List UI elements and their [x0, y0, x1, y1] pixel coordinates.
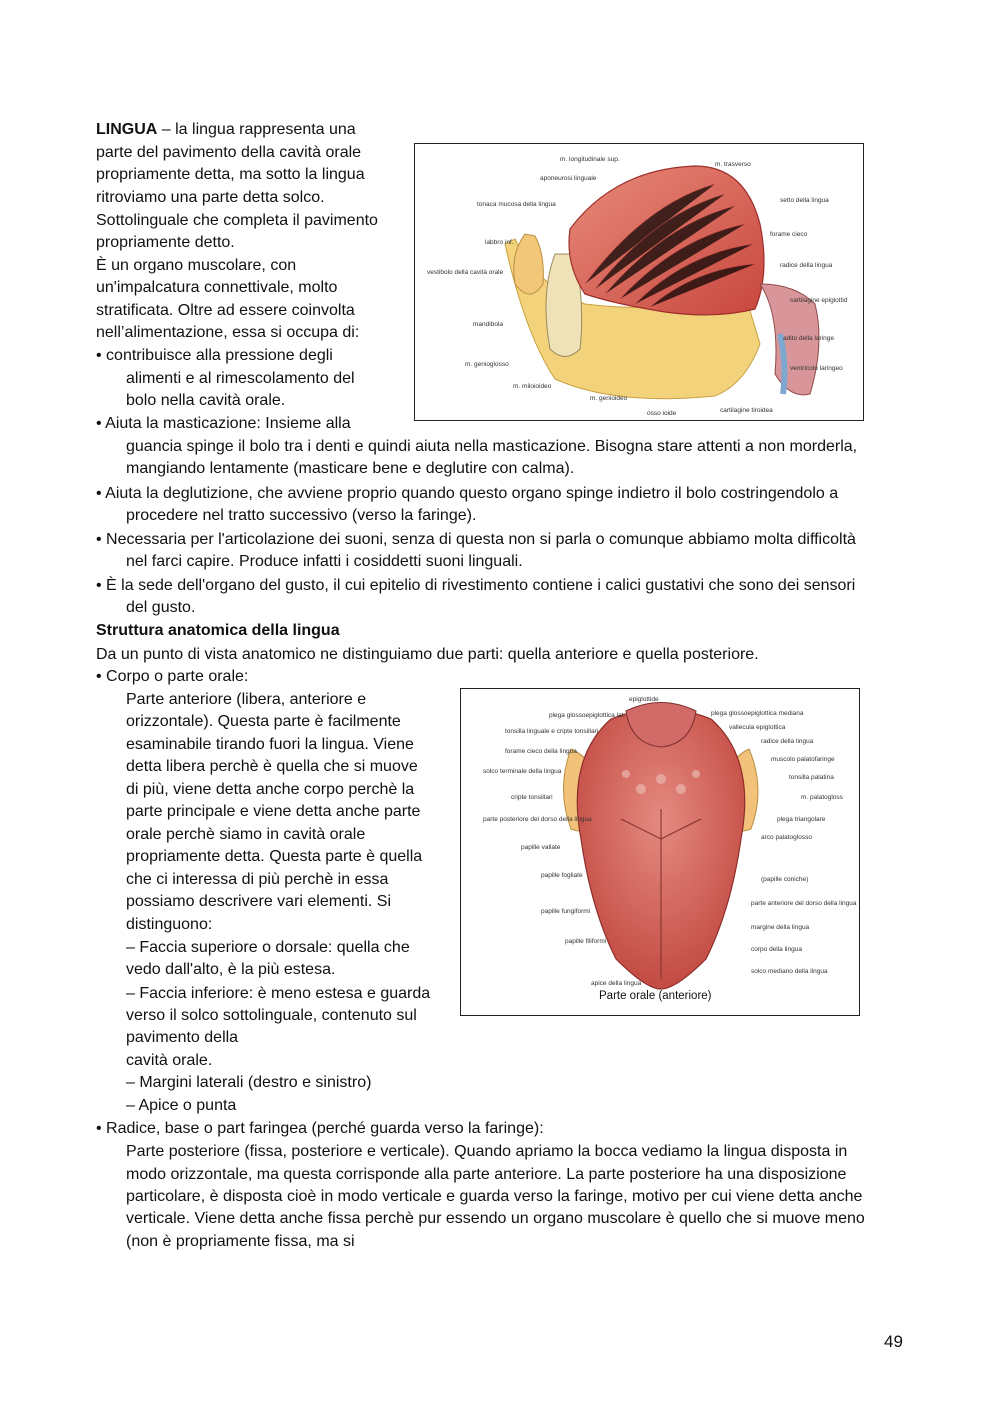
corpo-line-2: orizzontale). Questa parte è facilmente — [126, 713, 401, 730]
structure-intro: Da un punto di vista anatomico ne distinguiamo due parti: quella anteriore e quella posteriore. — [96, 646, 759, 663]
label-plega-mediana: plega glossoepiglottica mediana — [711, 710, 804, 717]
corpo-line-5: di più, viene detta anche corpo perchè la — [126, 781, 415, 798]
label-palatofaringe: muscolo palatofaringe — [771, 756, 835, 763]
label-osso-ioide: osso ioide — [647, 410, 677, 417]
corpo-line-12: – Faccia superiore o dorsale: quella che — [126, 939, 410, 956]
corpo-line-16: pavimento della — [126, 1029, 239, 1046]
corpo-line-11: distinguono: — [126, 916, 213, 933]
label-tonsilla-linguale: tonsilla linguale e cripte tonsillari — [505, 728, 599, 735]
corpo-line-19: – Apice o punta — [126, 1097, 237, 1114]
radice-line-5: (non è propriamente fissa, ma si — [126, 1233, 355, 1250]
radice-line-1: Parte posteriore (fissa, posteriore e verticale). Quando apriamo la bocca vediamo la lingua disposta in — [126, 1143, 848, 1160]
tongue-sagittal-figure — [414, 143, 864, 421]
label-fogliate: papille fogliate — [541, 872, 583, 879]
section-title-lingua: LINGUA — [96, 121, 158, 138]
label-cripte: cripte tonsillari — [511, 794, 553, 801]
label-solco-terminale: solco terminale della lingua — [483, 768, 562, 775]
label-margine: margine della lingua — [751, 924, 810, 931]
label-genioglosso: m. genioglosso — [465, 361, 509, 368]
label-labbro: labbro inf. — [485, 239, 514, 246]
corpo-line-15: verso il solco sottolinguale, contenuto sul — [126, 1007, 417, 1024]
intro-line-1: LINGUA – la lingua rappresenta una — [96, 121, 356, 138]
label-tiroidea: cartilagine tiroidea — [720, 407, 773, 414]
corpo-line-13: vedo dall'alto, è la più estesa. — [126, 961, 336, 978]
bullet-2-cont-1: guancia spinge il bolo tra i denti e quindi aiuta nella masticazione. Bisogna stare attenti a non morderla, — [126, 438, 858, 455]
bullet-5-cont: del gusto. — [126, 599, 196, 616]
label-vallate: papille vallate — [521, 844, 561, 851]
label-vallecula: vallecula epiglottica — [729, 724, 786, 731]
label-tonaca-mucosa: tonaca mucosa della lingua — [477, 201, 556, 208]
label-tonsilla-palatina: tonsilla palatina — [789, 774, 834, 781]
tongue-dorsal-illustration — [461, 689, 859, 994]
intro-line-9: stratificata. Oltre ad essere coinvolta — [96, 302, 355, 319]
corpo-line-9: che ci interessa di più perchè in essa — [126, 871, 389, 888]
label-genioideo: m. genioideo — [590, 395, 628, 402]
label-mandibola: mandibola — [473, 321, 503, 328]
bullet-5: • È la sede dell'organo del gusto, il cui epitelio di rivestimento contiene i calici gustativi che sono dei sensori — [96, 575, 855, 597]
label-filiformi: papille filiformi — [565, 938, 607, 945]
intro-line-3: propriamente detta, ma sotto la lingua — [96, 166, 365, 183]
bullet-2-cont-2: mangiando lentamente (masticare bene e deglutire con calma). — [126, 460, 575, 477]
label-coniche: (papille coniche) — [761, 876, 809, 883]
label-solco-mediano: solco mediano della lingua — [751, 968, 828, 975]
intro-line-2: parte del pavimento della cavità orale — [96, 144, 362, 161]
bullet-4-cont: nel farci capire. Produce infatti i cosiddetti suoni linguali. — [126, 553, 523, 570]
structure-heading: Struttura anatomica della lingua — [96, 622, 340, 639]
intro-line-6: propriamente detto. — [96, 234, 235, 251]
radice-line-2: modo orizzontale, ma questa corrisponde alla parte anteriore. La parte posteriore ha una disposizione — [126, 1166, 847, 1183]
label-radice: radice della lingua — [780, 262, 833, 269]
label-ventricolo: ventricolo laringeo — [790, 365, 843, 372]
corpo-line-18: – Margini laterali (destro e sinistro) — [126, 1074, 372, 1091]
bullet-3-cont: procedere nel tratto successivo (verso la faringe). — [126, 507, 477, 524]
label-arco: arco palatoglosso — [761, 834, 812, 841]
label-adito: adito della laringe — [783, 335, 834, 342]
radice-line-3: particolare, è disposta cioè in modo verticale e guarda verso la faringe, motivo per cui viene detta anche — [126, 1188, 863, 1205]
corpo-line-3: esaminabile tirando fuori la lingua. Viene — [126, 736, 414, 753]
bullet-1-cont-2: bolo nella cavità orale. — [126, 392, 286, 409]
label-radice-2: radice della lingua — [761, 738, 814, 745]
label-palatogloss: m. palatogloss — [801, 794, 843, 801]
label-fungiformi: papille fungiformi — [541, 908, 591, 915]
label-corpo: corpo della lingua — [751, 946, 802, 953]
label-aponeurosi: aponeurosi linguale — [540, 175, 597, 182]
label-trasverso: m. trasverso — [715, 161, 751, 168]
intro-line-8: un'impalcatura connettivale, molto — [96, 279, 338, 296]
tongue-sagittal-illustration — [415, 144, 863, 420]
corpo-line-10: possiamo descrivere vari elementi. Si — [126, 893, 391, 910]
bullet-3: • Aiuta la deglutizione, che avviene proprio quando questo organo spinge indietro il bolo costringendolo a — [96, 483, 838, 505]
bullet-2: • Aiuta la masticazione: Insieme alla — [96, 413, 351, 435]
label-vestibolo: vestibolo della cavità orale — [427, 269, 504, 276]
page-number: 49 — [884, 1332, 903, 1351]
intro-line-10: nell’alimentazione, essa si occupa di: — [96, 324, 360, 341]
intro-line-7: È un organo muscolare, con — [96, 257, 297, 274]
radice-title: • Radice, base o part faringea (perché guarda verso la faringe): — [96, 1118, 544, 1140]
label-forame-cieco-2: forame cieco della lingua — [505, 748, 577, 755]
corpo-line-4: detta libera perchè è quella che si muove — [126, 758, 418, 775]
corpo-line-17: cavità orale. — [126, 1052, 213, 1069]
label-plega-triangolare: plega triangolare — [777, 816, 826, 823]
bullet-1: • contribuisce alla pressione degli — [96, 345, 333, 367]
corpo-line-1: Parte anteriore (libera, anteriore e — [126, 691, 367, 708]
bullet-4: • Necessaria per l'articolazione dei suoni, senza di questa non si parla o comunque abbiamo molta difficoltà — [96, 529, 856, 551]
radice-line-4: verticale. Viene detta anche fissa perchè pur essendo un organo muscolare è quello che si muove meno — [126, 1210, 865, 1227]
figure-caption: Parte orale (anteriore) — [599, 990, 712, 1002]
tongue-dorsal-figure — [460, 688, 860, 1016]
label-longitudinal-sup: m. longitudinale sup. — [560, 156, 620, 163]
label-epiglottide: cartilagine epiglottid — [790, 297, 848, 304]
label-setto: setto della lingua — [780, 197, 829, 204]
label-apice: apice della lingua — [591, 980, 642, 987]
corpo-line-6: parte principale e viene detta anche parte — [126, 803, 421, 820]
corpo-line-8: propriamente detta. Questa parte è quella — [126, 848, 423, 865]
corpo-line-7: orale perchè siamo in cavità orale — [126, 826, 366, 843]
label-parte-anteriore: parte anteriore del dorso della lingua — [751, 900, 857, 907]
label-miloioideo: m. miloioideo — [513, 383, 552, 390]
corpo-line-14: – Faccia inferiore: è meno estesa e guarda — [126, 985, 431, 1002]
intro-line-4: ritroviamo una parte detta solco. — [96, 189, 325, 206]
label-epiglottide-2: epiglottide — [629, 696, 659, 703]
label-plega-lat: plega glossoepiglottica lat. — [549, 712, 626, 719]
label-forame-cieco: forame cieco — [770, 231, 808, 238]
corpo-title: • Corpo o parte orale: — [96, 666, 248, 688]
bullet-1-cont-1: alimenti e al rimescolamento del — [126, 370, 355, 387]
intro-line-5: Sottolinguale che completa il pavimento — [96, 212, 378, 229]
label-parte-posteriore: parte posteriore del dorso della lingua — [483, 816, 592, 823]
